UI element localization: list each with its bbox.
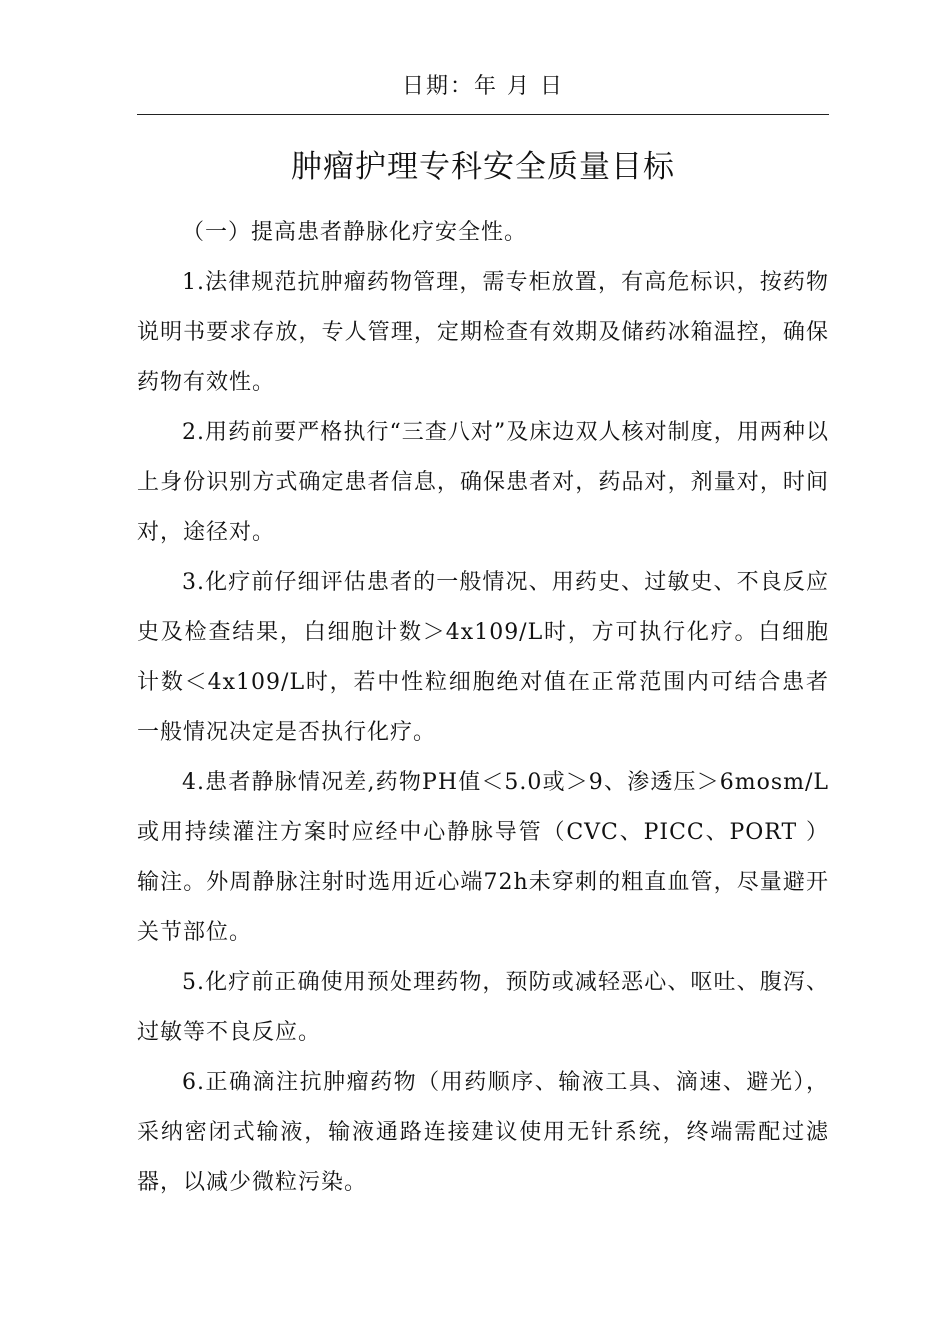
list-item: 4.患者静脉情况差,药物PH值＜5.0或＞9、渗透压＞6mosm/L或用持续灌注方案时应经中心静脉导管（CVC、PICC、PORT ）输注。外周静脉注射时选用近心端72h未穿刺的粗直血管，尽量避开关节部位。	[137, 770, 829, 945]
list-item: 6.正确滴注抗肿瘤药物（用药顺序、输液工具、滴速、避光），采纳密闭式输液，输液通路连接建议使用无针系统，终端需配过滤器，以减少微粒污染。	[137, 1070, 829, 1195]
list-item: 1.法律规范抗肿瘤药物管理，需专柜放置，有高危标识，按药物说明书要求存放，专人管理，定期检查有效期及储药冰箱温控，确保药物有效性。	[137, 270, 829, 395]
section-heading: （一）提高患者静脉化疗安全性。	[182, 220, 528, 245]
page-title: 肿瘤护理专科安全质量目标	[291, 149, 675, 185]
list-item: 5.化疗前正确使用预处理药物，预防或减轻恶心、呕吐、腹泻、过敏等不良反应。	[137, 970, 829, 1045]
list-item: 3.化疗前仔细评估患者的一般情况、用药史、过敏史、不良反应史及检查结果，白细胞计数＞4x109/L时，方可执行化疗。白细胞计数＜4x109/L时，若中性粒细胞绝对值在正常范围内可结合患者一般情况决定是否执行化疗。	[137, 570, 829, 745]
document-body	[137, 208, 829, 1208]
date-line: 日期：年 月 日	[402, 74, 564, 99]
list-item: 2.用药前要严格执行“三查八对”及床边双人核对制度，用两种以上身份识别方式确定患者信息，确保患者对，药品对，剂量对，时间对，途径对。	[137, 420, 829, 545]
header-divider	[137, 114, 829, 115]
